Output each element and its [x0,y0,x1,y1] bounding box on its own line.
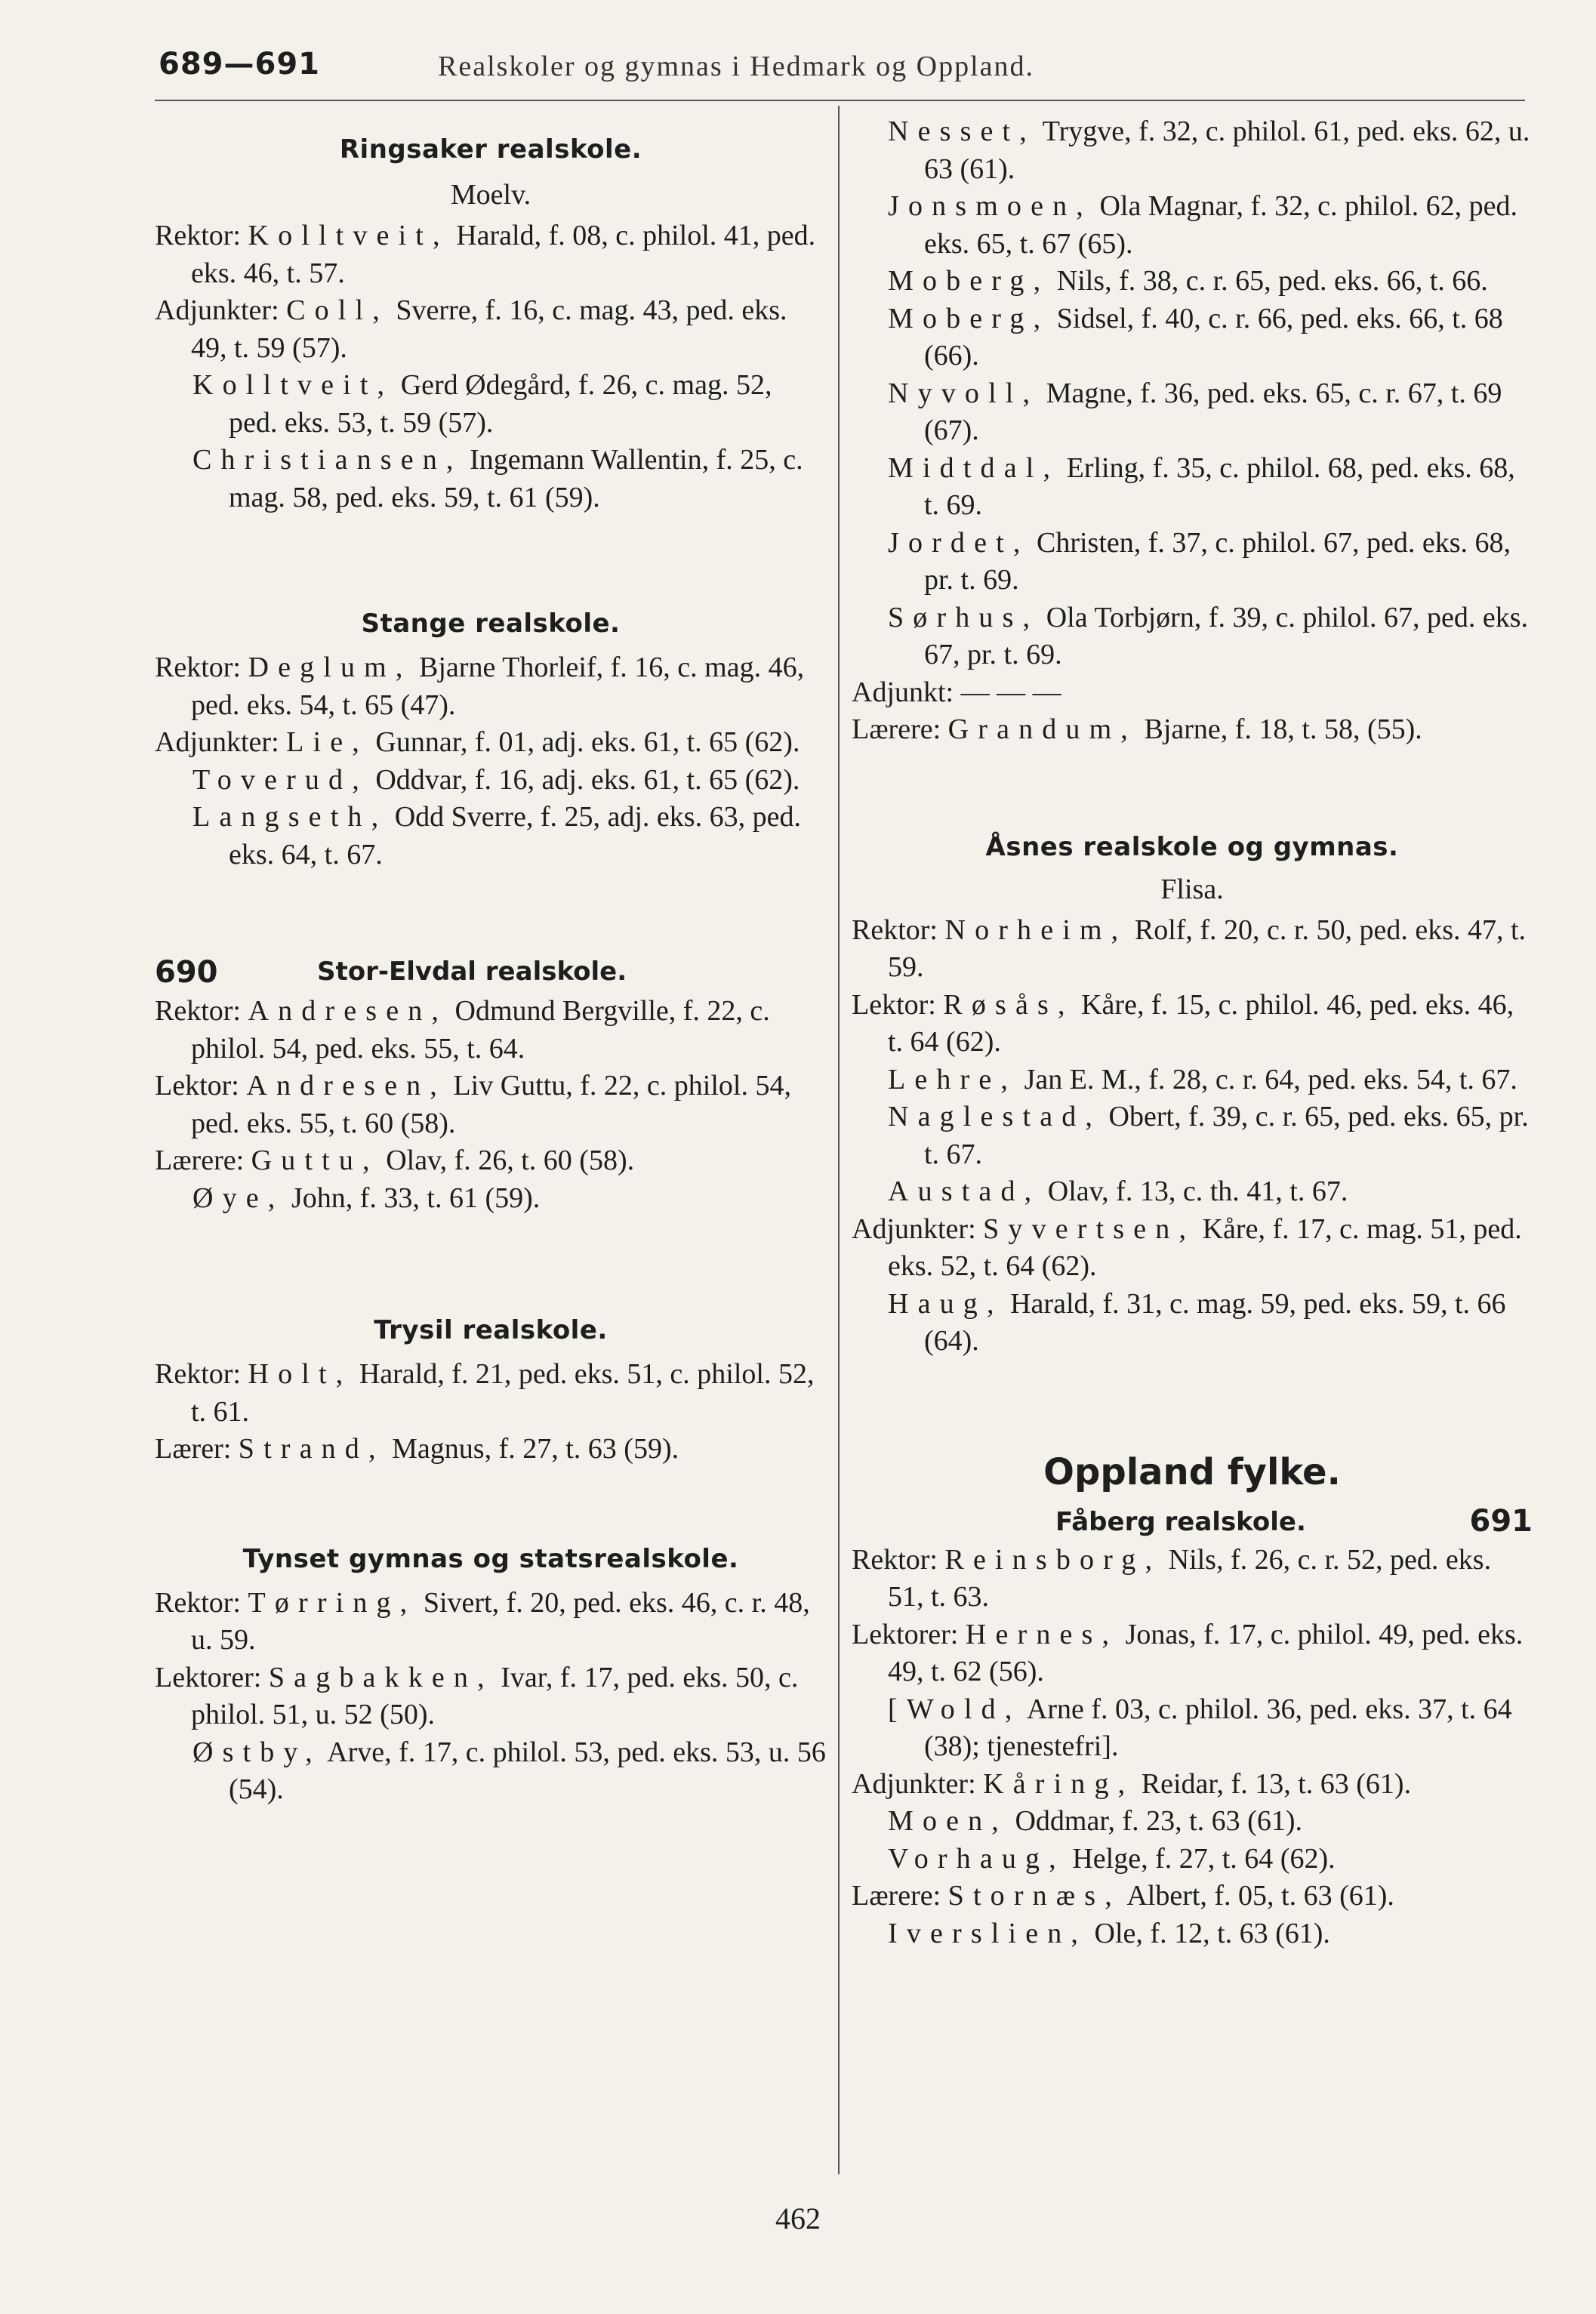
section-heading: Stor-Elvdal realskole. [317,957,627,987]
entry: Lektor: Røsås, Kåre, f. 15, c. philol. 46, ped. eks. 46, t. 64 (62). [852,988,1514,1058]
right-column [852,113,1533,1952]
entry: Adjunkter: Syvertsen, Kåre, f. 17, c. mag. 51, ped. eks. 52, t. 64 (62). [852,1212,1522,1282]
section-number: 690 [155,955,218,990]
entry: Jordet, Christen, f. 37, c. philol. 67, ped. eks. 68, pr. t. 69. [888,526,1511,596]
section-heading: Tynset gymnas og statsrealskole. [242,1543,739,1574]
entry: Vorhaug, Helge, f. 27, t. 64 (62). [888,1842,1336,1875]
entry: Lærere: Guttu, Olav, f. 26, t. 60 (58). [155,1145,635,1176]
entry: Rektor: Tørring, Sivert, f. 20, ped. eks. 46, c. r. 48, u. 59. [155,1586,810,1656]
entry: Naglestad, Obert, f. 39, c. r. 65, ped. eks. 65, pr. t. 67. [888,1101,1529,1170]
region-heading: Oppland fylke. [1043,1450,1341,1493]
entry: Lærer: Strand, Magnus, f. 27, t. 63 (59). [155,1433,679,1465]
page-header [159,47,1525,92]
entry: Midtdal, Erling, f. 35, c. philol. 68, ped. eks. 68, t. 69. [888,451,1515,521]
entry: Adjunkter: Lie, Gunnar, f. 01, adj. eks. 61, t. 65 (62). [155,726,800,758]
entry: Nyvoll, Magne, f. 36, ped. eks. 65, c. r. 67, t. 69 (67). [888,377,1502,446]
entry: Østby, Arve, f. 17, c. philol. 53, ped. eks. 53, u. 56 (54). [193,1736,826,1805]
entry: Adjunkt: — — — [852,676,1061,708]
section-heading-row [852,1496,1533,1542]
entry: Adjunkter: Kåring, Reidar, f. 13, t. 63 (61). [852,1767,1412,1800]
entry: Lektor: Andresen, Liv Guttu, f. 22, c. philol. 54, ped. eks. 55, t. 60 (58). [155,1070,791,1139]
entry: Moen, Oddmar, f. 23, t. 63 (61). [888,1805,1302,1837]
section-heading: Trysil realskole. [374,1315,608,1345]
entry: Jonsmoen, Ola Magnar, f. 32, c. philol. 62, ped. eks. 65, t. 67 (65). [888,190,1518,260]
entry: Langseth, Odd Sverre, f. 25, adj. eks. 63, ped. eks. 64, t. 67. [193,801,801,870]
entry: Moberg, Sidsel, f. 40, c. r. 66, ped. eks. 66, t. 68 (66). [888,302,1503,371]
page-number: 462 [775,2202,821,2235]
section-heading: Stange realskole. [361,609,621,639]
entry: Lærere: Grandum, Bjarne, f. 18, t. 58, (55). [852,713,1422,745]
section-heading: Ringsaker realskole. [339,134,642,165]
entry: Kolltveit, Gerd Ødegård, f. 26, c. mag. 52, ped. eks. 53, t. 59 (57). [193,369,772,439]
entry: Sørhus, Ola Torbjørn, f. 39, c. philol. 67, ped. eks. 67, pr. t. 69. [888,601,1529,670]
entry: Rektor: Norheim, Rolf, f. 20, c. r. 50, ped. eks. 47, t. 59. [852,914,1527,983]
entry: Haug, Harald, f. 31, c. mag. 59, ped. eks. 59, t. 66 (64). [888,1287,1506,1357]
entry: Lehre, Jan E. M., f. 28, c. r. 64, ped. eks. 54, t. 67. [888,1063,1517,1095]
place-name: Moelv. [450,179,531,211]
entry: Austad, Olav, f. 13, c. th. 41, t. 67. [888,1175,1348,1207]
place-name: Flisa. [1160,873,1224,905]
entry: Lektorer: Sagbakken, Ivar, f. 17, ped. eks. 50, c. philol. 51, u. 52 (50). [155,1661,799,1730]
left-column [155,113,827,1809]
section-heading: Åsnes realskole og gymnas. [985,831,1399,862]
section-number: 691 [1469,1503,1533,1539]
entry: Øye, John, f. 33, t. 61 (59). [193,1182,541,1214]
entry: Nesset, Trygve, f. 32, c. philol. 61, ped. eks. 62, u. 63 (61). [888,116,1530,185]
entry: Rektor: Reinsborg, Nils, f. 26, c. r. 52, ped. eks. 51, t. 63. [852,1543,1492,1613]
section-heading: Fåberg realskole. [1055,1506,1306,1537]
column-divider [838,106,840,2174]
page-range: 689—691 [159,47,320,82]
running-title: Realskoler og gymnas i Hedmark og Oppland. [438,51,1035,82]
entry: Toverud, Oddvar, f. 16, adj. eks. 61, t. 65 (62). [193,763,800,796]
entry: Rektor: Holt, Harald, f. 21, ped. eks. 51, c. philol. 52, t. 61. [155,1358,815,1428]
entry: Rektor: Andresen, Odmund Bergville, f. 22, c. philol. 54, ped. eks. 55, t. 64. [155,995,770,1065]
entry: Christiansen, Ingemann Wallentin, f. 25, c. mag. 58, ped. eks. 59, t. 61 (59). [193,444,803,513]
header-rule [155,100,1525,101]
entry: Rektor: Kolltveit, Harald, f. 08, c. philol. 41, ped. eks. 46, t. 57. [155,220,816,289]
entry: Adjunkter: Coll, Sverre, f. 16, c. mag. 43, ped. eks. 49, t. 59 (57). [155,294,787,364]
entry: [Wold, Arne f. 03, c. philol. 36, ped. eks. 37, t. 64 (38); tjenestefri]. [888,1693,1512,1762]
entry: Moberg, Nils, f. 38, c. r. 65, ped. eks. 66, t. 66. [888,265,1488,297]
entry: Lektorer: Hernes, Jonas, f. 17, c. philol. 49, ped. eks. 49, t. 62 (56). [852,1618,1524,1687]
entry: Rektor: Deglum, Bjarne Thorleif, f. 16, c. mag. 46, ped. eks. 54, t. 65 (47). [155,652,805,721]
entry: Iverslien, Ole, f. 12, t. 63 (61). [888,1917,1330,1949]
section-heading-row [155,947,827,993]
entry: Lærere: Stornæs, Albert, f. 05, t. 63 (61). [852,1880,1394,1912]
